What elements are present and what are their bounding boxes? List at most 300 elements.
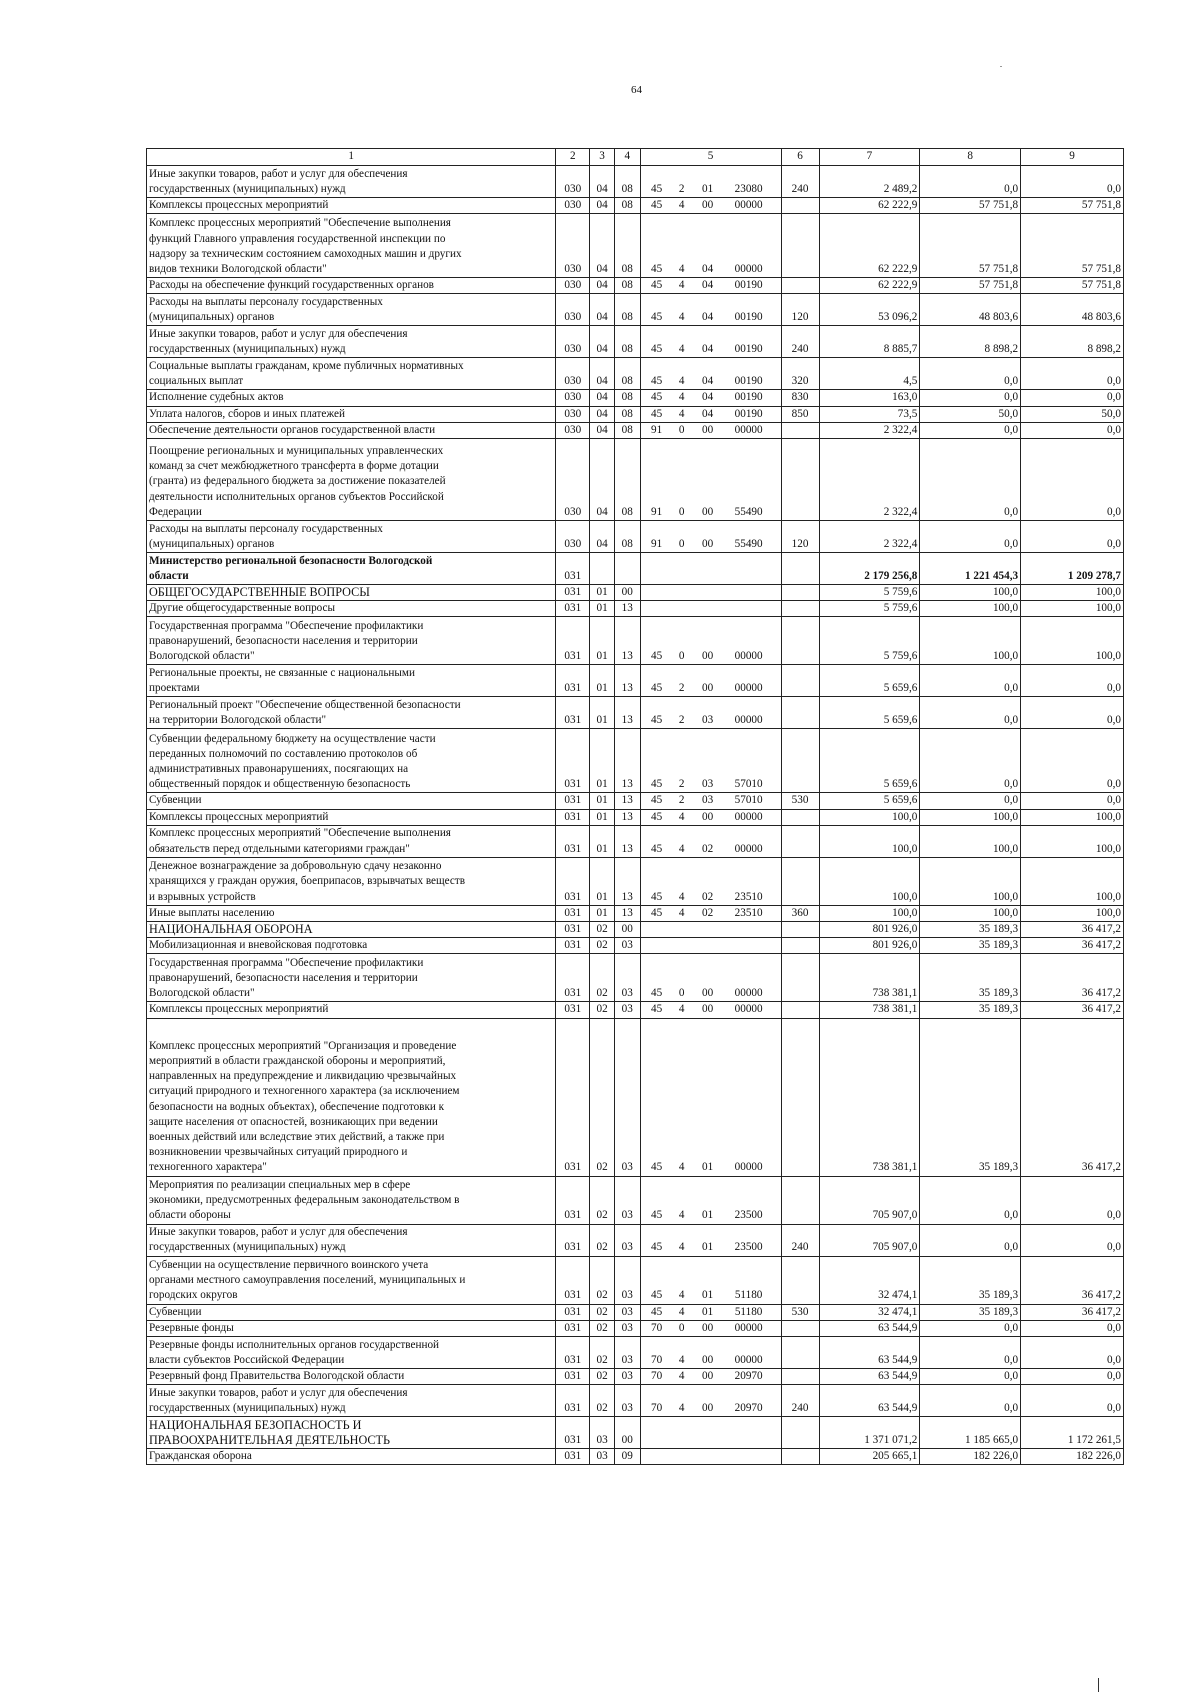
- section-code: 01: [590, 585, 615, 601]
- target-article-parts: [643, 1305, 779, 1320]
- amount-col-8: 57 751,8: [920, 214, 1021, 278]
- row-name: Региональные проекты, не связанные с национальными проектами: [147, 665, 556, 697]
- row-name: Другие общегосударственные вопросы: [147, 601, 556, 617]
- subprogram-code: 0: [678, 537, 685, 550]
- section-code: 02: [590, 1002, 615, 1018]
- table-row: [147, 1320, 1124, 1336]
- subsection-code: 08: [614, 521, 640, 553]
- target-article-parts: [643, 890, 779, 905]
- direction-code: 00000: [734, 682, 763, 695]
- target-article-parts: [643, 390, 779, 405]
- row-name: Иные закупки товаров, работ и услуг для обеспечения государственных (муниципальных) нужд: [147, 326, 556, 358]
- scan-mark: [1098, 1678, 1099, 1692]
- subprogram-code: 2: [678, 714, 685, 727]
- direction-code: 00190: [734, 391, 763, 404]
- row-name: Региональный проект "Обеспечение общественной безопасности на территории Вологодской области": [147, 697, 556, 729]
- row-name: Комплекс процессных мероприятий "Обеспечение выполнения функций Главного управления государственной инспекции по надзору за техническим состоянием самоходных машин и других видов техники Вологодской области": [147, 214, 556, 278]
- program-code: 45: [651, 1241, 663, 1254]
- amount-col-8: 100,0: [920, 825, 1021, 857]
- row-name: Субвенции на осуществление первичного воинского учета органами местного самоуправления поселений, муниципальных и городских округов: [147, 1256, 556, 1304]
- target-article-code: [640, 729, 781, 793]
- amount-col-9: 100,0: [1021, 825, 1124, 857]
- direction-code: 23080: [734, 182, 763, 195]
- subprogram-code: 4: [678, 375, 685, 388]
- ministry-code: 031: [556, 1018, 590, 1176]
- target-article-code: [640, 1417, 781, 1449]
- table-row: [147, 938, 1124, 954]
- row-name: Гражданская оборона: [147, 1449, 556, 1465]
- amount-col-9: 57 751,8: [1021, 198, 1124, 214]
- event-code: 01: [702, 1209, 714, 1222]
- row-name: Социальные выплаты гражданам, кроме публичных нормативных социальных выплат: [147, 358, 556, 390]
- table-row: [147, 1449, 1124, 1465]
- amount-col-8: 1 221 454,3: [920, 553, 1021, 585]
- section-code: 02: [590, 954, 615, 1002]
- amount-col-7: 801 926,0: [819, 938, 920, 954]
- expense-type-code: 320: [781, 358, 819, 390]
- amount-col-9: 0,0: [1021, 1369, 1124, 1385]
- expense-type-code: 240: [781, 166, 819, 198]
- section-code: 04: [590, 521, 615, 553]
- amount-col-9: 100,0: [1021, 905, 1124, 921]
- amount-col-7: 705 907,0: [819, 1176, 920, 1224]
- amount-col-7: 62 222,9: [819, 278, 920, 294]
- amount-col-9: 36 417,2: [1021, 1304, 1124, 1320]
- amount-col-7: 163,0: [819, 390, 920, 406]
- header-row: [147, 149, 1124, 166]
- event-code: 02: [702, 906, 714, 919]
- row-name: Поощрение региональных и муниципальных управленческих команд за счет межбюджетного трансферта в форме дотации (гранта) из федерального бюджета за достижение показателей деятельности исполнительных органов субъектов Российской Федерации: [147, 439, 556, 521]
- section-code: 02: [590, 1224, 615, 1256]
- program-code: 91: [651, 505, 663, 518]
- subprogram-code: 0: [678, 987, 685, 1000]
- row-name: Обеспечение деятельности органов государственной власти: [147, 422, 556, 438]
- direction-code: 20970: [734, 1402, 763, 1415]
- expense-type-code: [781, 198, 819, 214]
- subsection-code: 03: [614, 1256, 640, 1304]
- program-code: 70: [651, 1402, 663, 1415]
- section-code: 01: [590, 665, 615, 697]
- ministry-code: 030: [556, 294, 590, 326]
- table-row: [147, 326, 1124, 358]
- program-code: 45: [651, 279, 663, 292]
- target-article-parts: [643, 986, 779, 1001]
- header-cell-4: 4: [614, 149, 640, 166]
- section-code: 01: [590, 809, 615, 825]
- expense-type-code: [781, 1449, 819, 1465]
- amount-col-8: 0,0: [920, 1224, 1021, 1256]
- subprogram-code: 4: [678, 1370, 685, 1383]
- event-code: 00: [702, 199, 714, 211]
- row-name: Иные закупки товаров, работ и услуг для обеспечения государственных (муниципальных) нужд: [147, 166, 556, 198]
- direction-code: 23500: [734, 1209, 763, 1222]
- amount-col-9: 0,0: [1021, 1320, 1124, 1336]
- header-cell-3: 3: [590, 149, 615, 166]
- program-code: 45: [651, 199, 663, 211]
- amount-col-8: 0,0: [920, 1320, 1021, 1336]
- row-name: Резервные фонды: [147, 1320, 556, 1336]
- event-code: 04: [702, 391, 714, 404]
- direction-code: 00000: [734, 810, 763, 823]
- table-row: [147, 1304, 1124, 1320]
- amount-col-8: 0,0: [920, 439, 1021, 521]
- subsection-code: 00: [614, 1417, 640, 1449]
- subsection-code: 00: [614, 922, 640, 938]
- amount-col-9: 100,0: [1021, 809, 1124, 825]
- table-row: [147, 1385, 1124, 1417]
- expense-type-code: [781, 601, 819, 617]
- program-code: 45: [651, 890, 663, 903]
- expense-type-code: 120: [781, 521, 819, 553]
- row-name: Резервный фонд Правительства Вологодской области: [147, 1369, 556, 1385]
- row-name: Исполнение судебных актов: [147, 390, 556, 406]
- subsection-code: 03: [614, 1018, 640, 1176]
- direction-code: 00000: [734, 199, 763, 211]
- page-number: 64: [631, 84, 642, 96]
- subsection-code: [614, 553, 640, 585]
- subsection-code: 13: [614, 825, 640, 857]
- expense-type-code: [781, 439, 819, 521]
- subprogram-code: 2: [678, 794, 685, 807]
- table-row: [147, 553, 1124, 585]
- amount-col-8: 0,0: [920, 422, 1021, 438]
- row-name: Комплексы процессных мероприятий: [147, 1002, 556, 1018]
- target-article-parts: [643, 793, 779, 808]
- program-code: 45: [651, 343, 663, 356]
- amount-col-9: 182 226,0: [1021, 1449, 1124, 1465]
- direction-code: 20970: [734, 1370, 763, 1383]
- ministry-code: 030: [556, 166, 590, 198]
- amount-col-7: 738 381,1: [819, 1002, 920, 1018]
- expense-type-code: 120: [781, 294, 819, 326]
- expense-type-code: 240: [781, 326, 819, 358]
- amount-col-8: 0,0: [920, 166, 1021, 198]
- subsection-code: 03: [614, 938, 640, 954]
- expense-type-code: [781, 857, 819, 905]
- section-code: 02: [590, 1304, 615, 1320]
- amount-col-7: 5 659,6: [819, 793, 920, 809]
- row-name: Субвенции: [147, 793, 556, 809]
- event-code: 00: [702, 987, 714, 1000]
- target-article-parts: [643, 423, 779, 438]
- expense-type-code: [781, 214, 819, 278]
- amount-col-7: 63 544,9: [819, 1320, 920, 1336]
- section-code: 04: [590, 390, 615, 406]
- program-code: 45: [651, 182, 663, 195]
- table-row: [147, 521, 1124, 553]
- subprogram-code: 4: [678, 1161, 685, 1174]
- subsection-code: 03: [614, 1224, 640, 1256]
- amount-col-9: 100,0: [1021, 601, 1124, 617]
- subsection-code: 08: [614, 390, 640, 406]
- amount-col-7: 62 222,9: [819, 214, 920, 278]
- direction-code: 51180: [734, 1305, 763, 1318]
- expense-type-code: [781, 422, 819, 438]
- ministry-code: 030: [556, 358, 590, 390]
- program-code: 45: [651, 987, 663, 1000]
- subsection-code: 03: [614, 1002, 640, 1018]
- program-code: 45: [651, 794, 663, 807]
- subsection-code: 03: [614, 1304, 640, 1320]
- program-code: 45: [651, 1161, 663, 1174]
- table-row: [147, 1018, 1124, 1176]
- amount-col-7: 5 659,6: [819, 697, 920, 729]
- table-row: [147, 809, 1124, 825]
- amount-col-7: 100,0: [819, 857, 920, 905]
- target-article-parts: [643, 906, 779, 921]
- table-body: [147, 166, 1124, 1465]
- amount-col-7: 205 665,1: [819, 1449, 920, 1465]
- expense-type-code: [781, 1320, 819, 1336]
- amount-col-8: 35 189,3: [920, 1018, 1021, 1176]
- subsection-code: 08: [614, 294, 640, 326]
- amount-col-8: 0,0: [920, 1176, 1021, 1224]
- expense-type-code: 530: [781, 793, 819, 809]
- event-code: 04: [702, 263, 714, 275]
- direction-code: 00190: [734, 375, 763, 388]
- program-code: 45: [651, 778, 663, 791]
- amount-col-7: 62 222,9: [819, 198, 920, 214]
- amount-col-9: 36 417,2: [1021, 1018, 1124, 1176]
- subprogram-code: 4: [678, 391, 685, 404]
- amount-col-7: 5 659,6: [819, 729, 920, 793]
- program-code: 45: [651, 906, 663, 919]
- table-row: [147, 729, 1124, 793]
- event-code: 03: [702, 714, 714, 727]
- amount-col-7: 5 759,6: [819, 585, 920, 601]
- subprogram-code: 4: [678, 810, 685, 823]
- amount-col-8: 100,0: [920, 857, 1021, 905]
- ministry-code: 030: [556, 326, 590, 358]
- ministry-code: 031: [556, 665, 590, 697]
- ministry-code: 031: [556, 905, 590, 921]
- target-article-code: [640, 585, 781, 601]
- program-code: 45: [651, 407, 663, 420]
- event-code: 04: [702, 311, 714, 324]
- section-code: 04: [590, 326, 615, 358]
- expense-type-code: 360: [781, 905, 819, 921]
- table-row: [147, 439, 1124, 521]
- program-code: 45: [651, 375, 663, 388]
- subsection-code: 08: [614, 439, 640, 521]
- row-name: Расходы на выплаты персоналу государственных (муниципальных) органов: [147, 294, 556, 326]
- amount-col-8: 1 185 665,0: [920, 1417, 1021, 1449]
- amount-col-8: 35 189,3: [920, 1002, 1021, 1018]
- ministry-code: 031: [556, 954, 590, 1002]
- header-cell-2: 2: [556, 149, 590, 166]
- amount-col-7: 2 179 256,8: [819, 553, 920, 585]
- subsection-code: 08: [614, 422, 640, 438]
- subprogram-code: 4: [678, 1402, 685, 1415]
- expense-type-code: 240: [781, 1385, 819, 1417]
- amount-col-9: 0,0: [1021, 665, 1124, 697]
- amount-col-7: 2 489,2: [819, 166, 920, 198]
- table-row: [147, 954, 1124, 1002]
- target-article-code: [640, 825, 781, 857]
- expense-type-code: [781, 1369, 819, 1385]
- amount-col-8: 0,0: [920, 1337, 1021, 1369]
- expense-type-code: [781, 553, 819, 585]
- ministry-code: 031: [556, 729, 590, 793]
- row-name: Мероприятия по реализации специальных мер в сфере экономики, предусмотренных федеральным законодательством в области обороны: [147, 1176, 556, 1224]
- amount-col-8: 50,0: [920, 406, 1021, 422]
- amount-col-9: 36 417,2: [1021, 922, 1124, 938]
- section-code: 02: [590, 1337, 615, 1369]
- subprogram-code: 0: [678, 505, 685, 518]
- event-code: 01: [702, 182, 714, 195]
- subprogram-code: 4: [678, 1241, 685, 1254]
- subsection-code: 13: [614, 601, 640, 617]
- ministry-code: 030: [556, 214, 590, 278]
- target-article-code: [640, 439, 781, 521]
- expense-type-code: [781, 585, 819, 601]
- event-code: 00: [702, 505, 714, 518]
- expense-type-code: [781, 665, 819, 697]
- target-article-code: [640, 294, 781, 326]
- subsection-code: 13: [614, 665, 640, 697]
- amount-col-9: 36 417,2: [1021, 1256, 1124, 1304]
- amount-col-8: 100,0: [920, 905, 1021, 921]
- section-code: 04: [590, 358, 615, 390]
- expense-type-code: 850: [781, 406, 819, 422]
- subprogram-code: 4: [678, 279, 685, 292]
- target-article-parts: [643, 1240, 779, 1255]
- subsection-code: 03: [614, 1176, 640, 1224]
- row-name: НАЦИОНАЛЬНАЯ БЕЗОПАСНОСТЬ И ПРАВООХРАНИТЕЛЬНАЯ ДЕЯТЕЛЬНОСТЬ: [147, 1417, 556, 1449]
- target-article-code: [640, 601, 781, 617]
- subprogram-code: 4: [678, 343, 685, 356]
- expense-type-code: [781, 1176, 819, 1224]
- target-article-parts: [643, 262, 779, 277]
- subsection-code: 03: [614, 1385, 640, 1417]
- subsection-code: 13: [614, 857, 640, 905]
- event-code: 00: [702, 682, 714, 695]
- direction-code: 00190: [734, 407, 763, 420]
- target-article-code: [640, 406, 781, 422]
- subsection-code: 03: [614, 954, 640, 1002]
- amount-col-7: 4,5: [819, 358, 920, 390]
- direction-code: 57010: [734, 794, 763, 807]
- target-article-code: [640, 922, 781, 938]
- amount-col-7: 1 371 071,2: [819, 1417, 920, 1449]
- expense-type-code: [781, 809, 819, 825]
- target-article-parts: [643, 713, 779, 728]
- event-code: 01: [702, 1305, 714, 1318]
- table-row: [147, 278, 1124, 294]
- subsection-code: 13: [614, 697, 640, 729]
- event-code: 04: [702, 343, 714, 356]
- table-row: [147, 1369, 1124, 1385]
- expense-type-code: [781, 1256, 819, 1304]
- event-code: 02: [702, 890, 714, 903]
- amount-col-9: 0,0: [1021, 358, 1124, 390]
- amount-col-9: 0,0: [1021, 422, 1124, 438]
- target-article-parts: [643, 1353, 779, 1368]
- section-code: 04: [590, 422, 615, 438]
- target-article-code: [640, 1369, 781, 1385]
- amount-col-8: 0,0: [920, 1369, 1021, 1385]
- ministry-code: 031: [556, 793, 590, 809]
- section-code: 04: [590, 198, 615, 214]
- program-code: 45: [651, 1003, 663, 1016]
- header-cell-8: 8: [920, 149, 1021, 166]
- expense-type-code: [781, 938, 819, 954]
- table-row: [147, 294, 1124, 326]
- subsection-code: 08: [614, 198, 640, 214]
- subprogram-code: 2: [678, 182, 685, 195]
- amount-col-8: 35 189,3: [920, 938, 1021, 954]
- target-article-code: [640, 390, 781, 406]
- table-row: [147, 1176, 1124, 1224]
- amount-col-8: 0,0: [920, 521, 1021, 553]
- program-code: 91: [651, 537, 663, 550]
- ministry-code: 030: [556, 390, 590, 406]
- ministry-code: 031: [556, 922, 590, 938]
- row-name: Иные закупки товаров, работ и услуг для обеспечения государственных (муниципальных) нужд: [147, 1224, 556, 1256]
- row-name: Мобилизационная и вневойсковая подготовка: [147, 938, 556, 954]
- ministry-code: 031: [556, 1256, 590, 1304]
- subprogram-code: 4: [678, 1289, 685, 1302]
- amount-col-7: 63 544,9: [819, 1385, 920, 1417]
- amount-col-8: 57 751,8: [920, 198, 1021, 214]
- target-article-code: [640, 809, 781, 825]
- amount-col-9: 0,0: [1021, 1224, 1124, 1256]
- direction-code: 00000: [734, 1321, 763, 1334]
- amount-col-9: 100,0: [1021, 617, 1124, 665]
- target-article-code: [640, 1018, 781, 1176]
- amount-col-8: 100,0: [920, 617, 1021, 665]
- ministry-code: 031: [556, 1449, 590, 1465]
- subprogram-code: 0: [678, 1321, 685, 1334]
- target-article-parts: [643, 842, 779, 857]
- amount-col-9: 100,0: [1021, 857, 1124, 905]
- program-code: 45: [651, 1289, 663, 1302]
- direction-code: 00000: [734, 1353, 763, 1366]
- amount-col-8: 35 189,3: [920, 1256, 1021, 1304]
- target-article-code: [640, 166, 781, 198]
- subsection-code: 08: [614, 406, 640, 422]
- program-code: 45: [651, 650, 663, 663]
- expense-type-code: [781, 1018, 819, 1176]
- target-article-code: [640, 326, 781, 358]
- event-code: 00: [702, 810, 714, 823]
- target-article-code: [640, 521, 781, 553]
- event-code: 04: [702, 407, 714, 420]
- amount-col-9: 0,0: [1021, 793, 1124, 809]
- subsection-code: 03: [614, 1369, 640, 1385]
- amount-col-8: 35 189,3: [920, 1304, 1021, 1320]
- table-row: [147, 665, 1124, 697]
- target-article-parts: [643, 374, 779, 389]
- subsection-code: 09: [614, 1449, 640, 1465]
- amount-col-9: 0,0: [1021, 439, 1124, 521]
- target-article-parts: [643, 278, 779, 293]
- section-code: 04: [590, 278, 615, 294]
- amount-col-8: 0,0: [920, 358, 1021, 390]
- subsection-code: 13: [614, 793, 640, 809]
- amount-col-8: 100,0: [920, 809, 1021, 825]
- program-code: 45: [651, 714, 663, 727]
- row-name: Комплексы процессных мероприятий: [147, 198, 556, 214]
- target-article-parts: [643, 407, 779, 422]
- row-name: Комплекс процессных мероприятий "Организация и проведение мероприятий в области гражданской обороны и мероприятий, направленных на предупреждение и ликвидацию чрезвычайных ситуаций природного и техногенного характера (за исключением безопасности на водных объектах), обеспечение подготовки к защите населения от опасностей, возникающих при ведении военных действий или вследствие этих действий, а также при возникновении чрезвычайных ситуаций природного и техногенного характера": [147, 1018, 556, 1176]
- section-code: 04: [590, 214, 615, 278]
- section-code: 04: [590, 294, 615, 326]
- header-cell-1: 1: [147, 149, 556, 166]
- target-article-code: [640, 1002, 781, 1018]
- amount-col-7: 801 926,0: [819, 922, 920, 938]
- target-article-code: [640, 1256, 781, 1304]
